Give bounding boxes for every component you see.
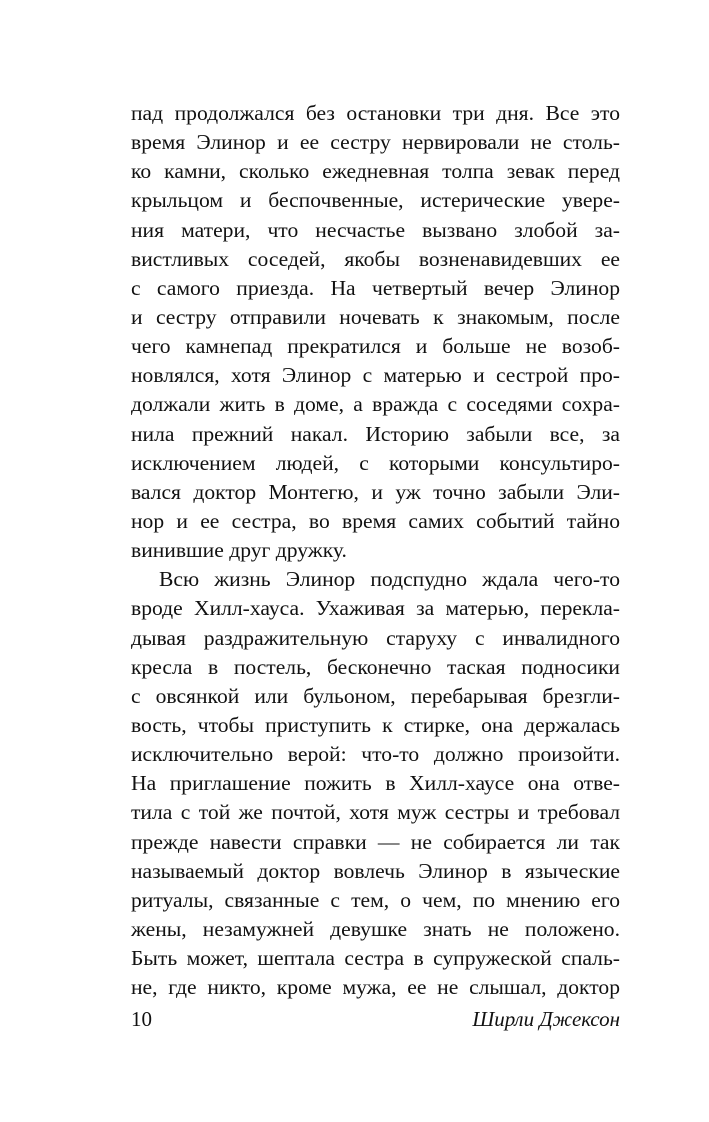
text-line: нор и ее сестра, во время самих событий тайно bbox=[131, 508, 620, 533]
text-line: исключительно верой: что-то должно произойти. bbox=[131, 742, 620, 767]
text-line: не, где никто, кроме мужа, ее не слышал, доктор bbox=[131, 975, 620, 1000]
text-line: ния матери, что несчастье вызвано злобой за- bbox=[131, 217, 620, 242]
text-line: вроде Хилл-хауса. Ухаживая за матерью, перекла- bbox=[131, 596, 620, 621]
page-body-text bbox=[131, 99, 620, 1002]
text-line: нила прежний накал. Историю забыли все, за bbox=[131, 421, 620, 446]
text-line: вость, чтобы приступить к стирке, она держалась bbox=[131, 712, 620, 737]
text-line: и сестру отправили ночевать к знакомым, после bbox=[131, 304, 620, 329]
page-footer bbox=[131, 1004, 620, 1034]
text-line: вистливых соседей, якобы возненавидевших ее bbox=[131, 246, 620, 271]
text-line: Быть может, шептала сестра в супружеской спаль- bbox=[131, 946, 620, 971]
text-line: крыльцом и беспочвенные, истерические увере- bbox=[131, 188, 620, 213]
text-line: тила с той же почтой, хотя муж сестры и требовал bbox=[131, 800, 620, 825]
text-line: ритуалы, связанные с тем, о чем, по мнению его bbox=[131, 887, 620, 912]
text-line: должали жить в доме, а вражда с соседями сохра- bbox=[131, 392, 620, 417]
text-line: дывая раздражительную старуху с инвалидного bbox=[131, 625, 620, 650]
page-number: 10 bbox=[131, 1007, 152, 1031]
text-line: прежде навести справки — не собирается ли так bbox=[131, 829, 620, 854]
text-line: чего камнепад прекратился и больше не возоб- bbox=[131, 334, 620, 359]
text-line: вался доктор Монтегю, и уж точно забыли Эли- bbox=[131, 479, 620, 504]
text-line: ко камни, сколько ежедневная толпа зевак перед bbox=[131, 159, 620, 184]
text-line: пад продолжался без остановки три дня. Все это bbox=[131, 101, 620, 125]
paragraph-2 bbox=[131, 565, 620, 1002]
text-line: время Элинор и ее сестру нервировали не столь- bbox=[131, 130, 620, 155]
paragraph-1 bbox=[131, 99, 620, 565]
text-line: На приглашение пожить в Хилл-хаусе она отве- bbox=[131, 771, 620, 796]
text-line: с овсянкой или бульоном, перебарывая брезгли- bbox=[131, 683, 620, 708]
text-line: кресла в постель, бесконечно таская подносики bbox=[131, 654, 620, 679]
running-footer-author: Ширли Джексон bbox=[472, 1007, 620, 1031]
text-line: называемый доктор вовлечь Элинор в языческие bbox=[131, 858, 620, 883]
text-line: винившие друг дружку. bbox=[131, 538, 347, 563]
text-line: жены, незамужней девушке знать не положено. bbox=[131, 916, 620, 941]
text-line: с самого приезда. На четвертый вечер Элинор bbox=[131, 275, 620, 300]
text-line: новлялся, хотя Элинор с матерью и сестрой про- bbox=[131, 363, 620, 388]
text-line: исключением людей, с которыми консультиро- bbox=[131, 450, 620, 475]
text-line: Всю жизнь Элинор подспудно ждала чего-то bbox=[159, 567, 620, 592]
